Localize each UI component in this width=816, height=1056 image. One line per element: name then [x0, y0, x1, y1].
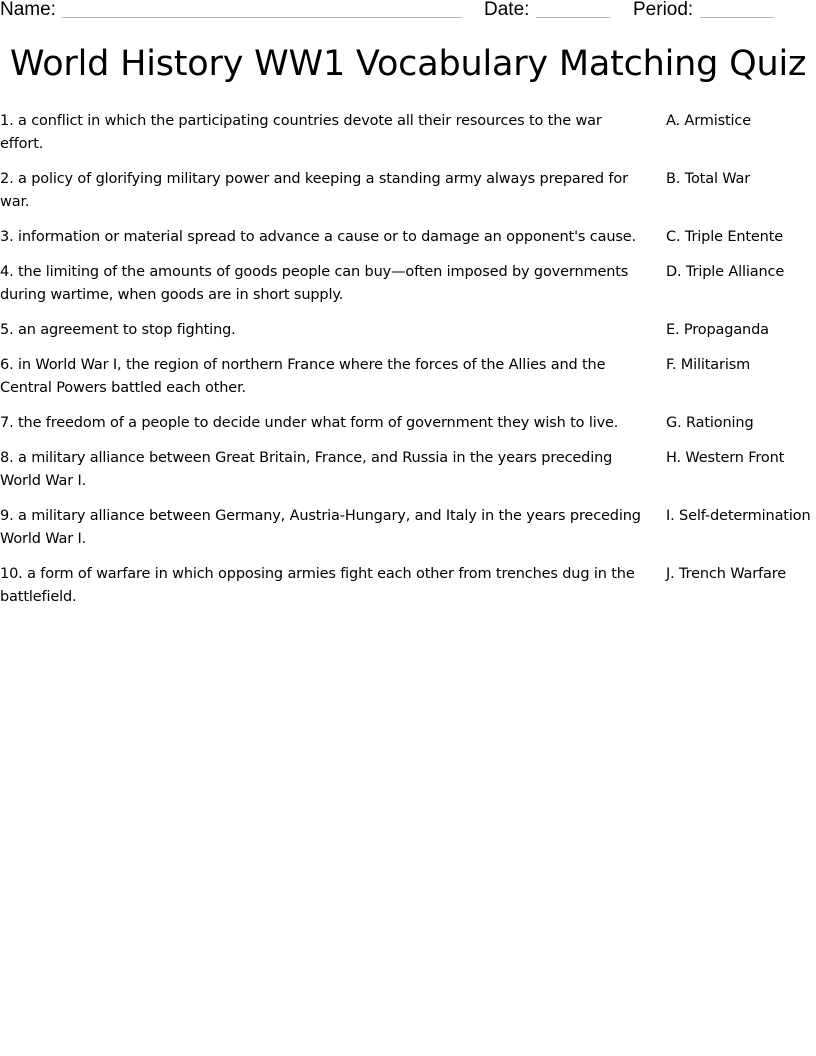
quiz-row	[0, 168, 816, 214]
clue-text: 10. a form of warfare in which opposing armies fight each other from trenches dug in the battlefield.	[0, 566, 635, 605]
date-label: Date:	[484, 0, 530, 20]
answer-option: E. Propaganda	[666, 322, 769, 338]
name-label: Name:	[0, 0, 56, 20]
date-field[interactable]	[536, 17, 610, 18]
answer-option: D. Triple Alliance	[666, 264, 785, 280]
answer-option: J. Trench Warfare	[666, 566, 787, 582]
quiz-row	[0, 354, 816, 400]
quiz-row	[0, 319, 816, 342]
clue-text: 4. the limiting of the amounts of goods people can buy—often imposed by governments during wartime, when goods are in short supply.	[0, 264, 629, 303]
matching-quiz	[0, 110, 816, 621]
clue-text: 7. the freedom of a people to decide under what form of government they wish to live.	[0, 415, 619, 431]
quiz-row	[0, 261, 816, 307]
quiz-row	[0, 447, 816, 493]
quiz-row	[0, 110, 816, 156]
answer-option: A. Armistice	[666, 113, 752, 129]
answer-option: I. Self-determination	[666, 508, 811, 524]
quiz-row	[0, 505, 816, 551]
clue-text: 5. an agreement to stop fighting.	[0, 322, 236, 338]
quiz-row	[0, 226, 816, 249]
answer-option: B. Total War	[666, 171, 751, 187]
answer-option: H. Western Front	[666, 450, 785, 466]
quiz-row	[0, 412, 816, 435]
clue-text: 8. a military alliance between Great Britain, France, and Russia in the years preceding World War I.	[0, 450, 613, 489]
quiz-row	[0, 563, 816, 609]
period-field[interactable]	[700, 17, 774, 18]
clue-text: 2. a policy of glorifying military power and keeping a standing army always prepared for war.	[0, 171, 628, 210]
period-label: Period:	[633, 0, 694, 20]
answer-option: G. Rationing	[666, 415, 754, 431]
clue-text: 3. information or material spread to advance a cause or to damage an opponent's cause.	[0, 229, 637, 245]
clue-text: 1. a conflict in which the participating countries devote all their resources to the war effort.	[0, 113, 602, 152]
answer-option: C. Triple Entente	[666, 229, 784, 245]
name-field[interactable]	[62, 17, 462, 18]
page-title: World History WW1 Vocabulary Matching Quiz	[9, 44, 807, 84]
student-info-header	[0, 0, 816, 24]
answer-option: F. Militarism	[666, 357, 751, 373]
clue-text: 9. a military alliance between Germany, Austria-Hungary, and Italy in the years preceding World War I.	[0, 508, 641, 547]
clue-text: 6. in World War I, the region of northern France where the forces of the Allies and the Central Powers battled each other.	[0, 357, 606, 396]
